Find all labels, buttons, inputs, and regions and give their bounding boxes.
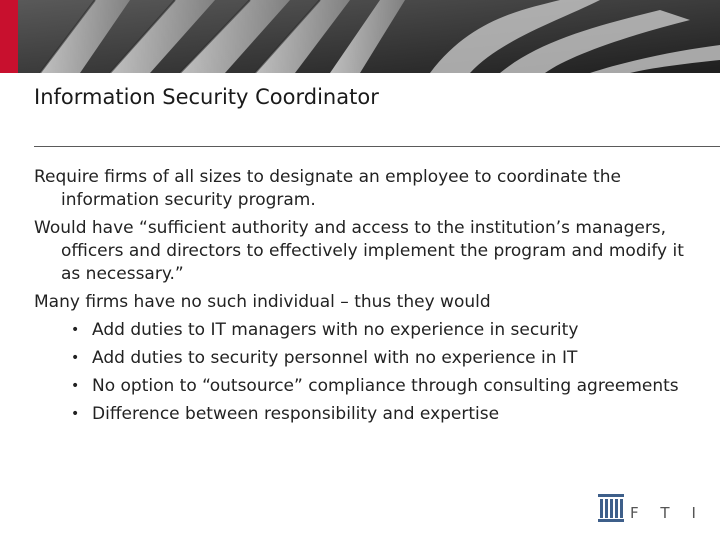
- paragraph-3: Many firms have no such individual – thus they would: [34, 292, 491, 312]
- bullet-dot-icon: •: [71, 378, 80, 394]
- bullet-dot-icon: •: [71, 322, 80, 338]
- bullet-text: No option to “outsource” compliance through consulting agreements: [92, 376, 679, 396]
- pillar-logo-icon: [598, 494, 624, 522]
- bullet-text: Add duties to security personnel with no experience in IT: [92, 348, 578, 368]
- bullet-text: Difference between responsibility and expertise: [92, 404, 500, 424]
- bullet-text: Add duties to IT managers with no experience in security: [92, 320, 579, 340]
- bullet-item-2: [34, 347, 704, 370]
- bullet-item-3: [34, 375, 704, 398]
- slide-body: [34, 166, 704, 431]
- paragraph-1: Require firms of all sizes to designate an employee to coordinate the information security program.: [34, 167, 621, 210]
- accent-red-strip: [0, 0, 18, 73]
- bullet-item-1: [34, 319, 704, 342]
- header-banner-image: [0, 0, 720, 73]
- company-logo: [598, 492, 718, 522]
- paragraph-2: Would have “sufficient authority and access to the institution’s managers, officers and directors to effectively implement the program and modify it as necessary.”: [34, 218, 684, 284]
- bullet-dot-icon: •: [71, 406, 80, 422]
- title-divider: [34, 146, 720, 147]
- architecture-photo: [0, 0, 720, 73]
- logo-wordmark: FTI: [630, 504, 718, 522]
- slide-title: Information Security Coordinator: [34, 85, 379, 109]
- bullet-item-4: [34, 403, 704, 426]
- bullet-dot-icon: •: [71, 350, 80, 366]
- bullet-list: [34, 319, 704, 426]
